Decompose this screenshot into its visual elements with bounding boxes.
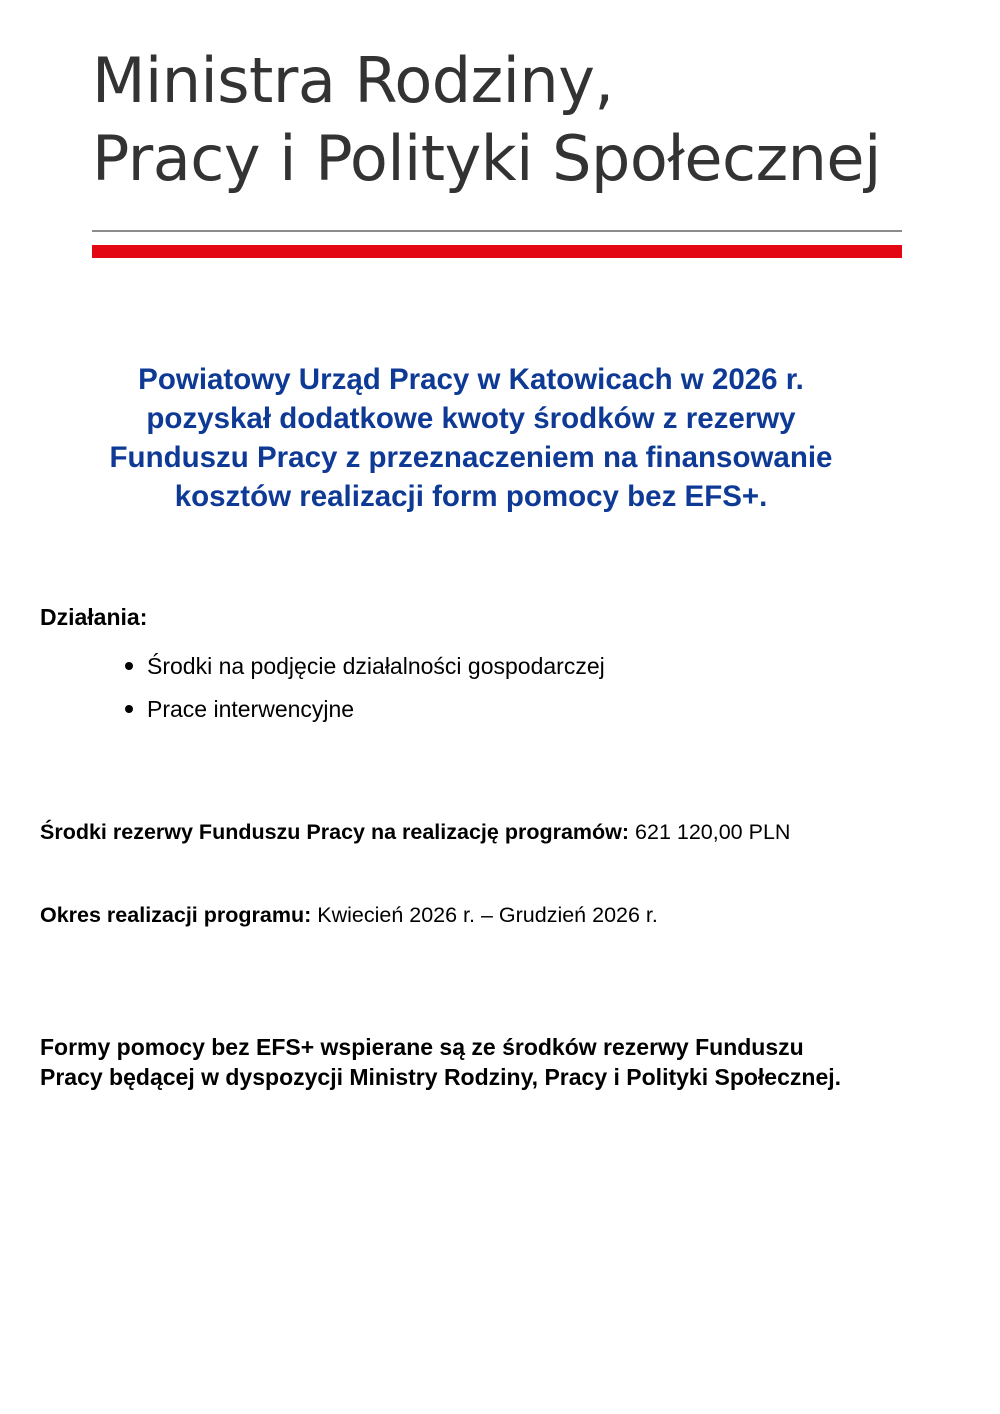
ministry-logo	[92, 42, 904, 262]
funds-label: Środki rezerwy Funduszu Pracy na realizację programów:	[40, 820, 630, 844]
list-item	[125, 688, 605, 731]
actions-heading: Działania:	[40, 604, 148, 630]
list-item-text: Prace interwencyjne	[147, 696, 355, 722]
funds-value: 621 120,00 PLN	[635, 820, 791, 844]
headline-line-2: pozyskał dodatkowe kwoty środków z rezerwy	[146, 402, 796, 435]
bullet-icon	[125, 705, 133, 713]
list-item-text: Środki na podjęcie działalności gospodarczej	[147, 653, 605, 679]
period-value: Kwiecień 2026 r. – Grudzień 2026 r.	[317, 903, 658, 927]
bullet-icon	[125, 662, 133, 670]
ministry-name-line-2: Pracy i Polityki Społecznej	[92, 122, 881, 195]
funds-line	[40, 820, 790, 845]
headline	[40, 360, 902, 516]
period-line	[40, 903, 658, 928]
footer-line-1: Formy pomocy bez EFS+ wspierane są ze środków rezerwy Funduszu	[40, 1034, 804, 1060]
headline-line-1: Powiatowy Urząd Pracy w Katowicach w 2026 r.	[138, 363, 804, 396]
footer-note	[40, 1032, 970, 1092]
ministry-name-line-1: Ministra Rodziny,	[92, 44, 614, 117]
period-label: Okres realizacji programu:	[40, 903, 312, 927]
list-item	[125, 645, 605, 688]
actions-list	[125, 645, 605, 731]
logo-gray-divider	[92, 230, 902, 232]
headline-line-4: kosztów realizacji form pomocy bez EFS+.	[174, 480, 768, 513]
logo-red-bar	[92, 245, 902, 258]
headline-line-3: Funduszu Pracy z przeznaczeniem na finansowanie	[109, 441, 833, 474]
footer-line-2: Pracy będącej w dyspozycji Ministry Rodziny, Pracy i Polityki Społecznej.	[40, 1064, 842, 1090]
